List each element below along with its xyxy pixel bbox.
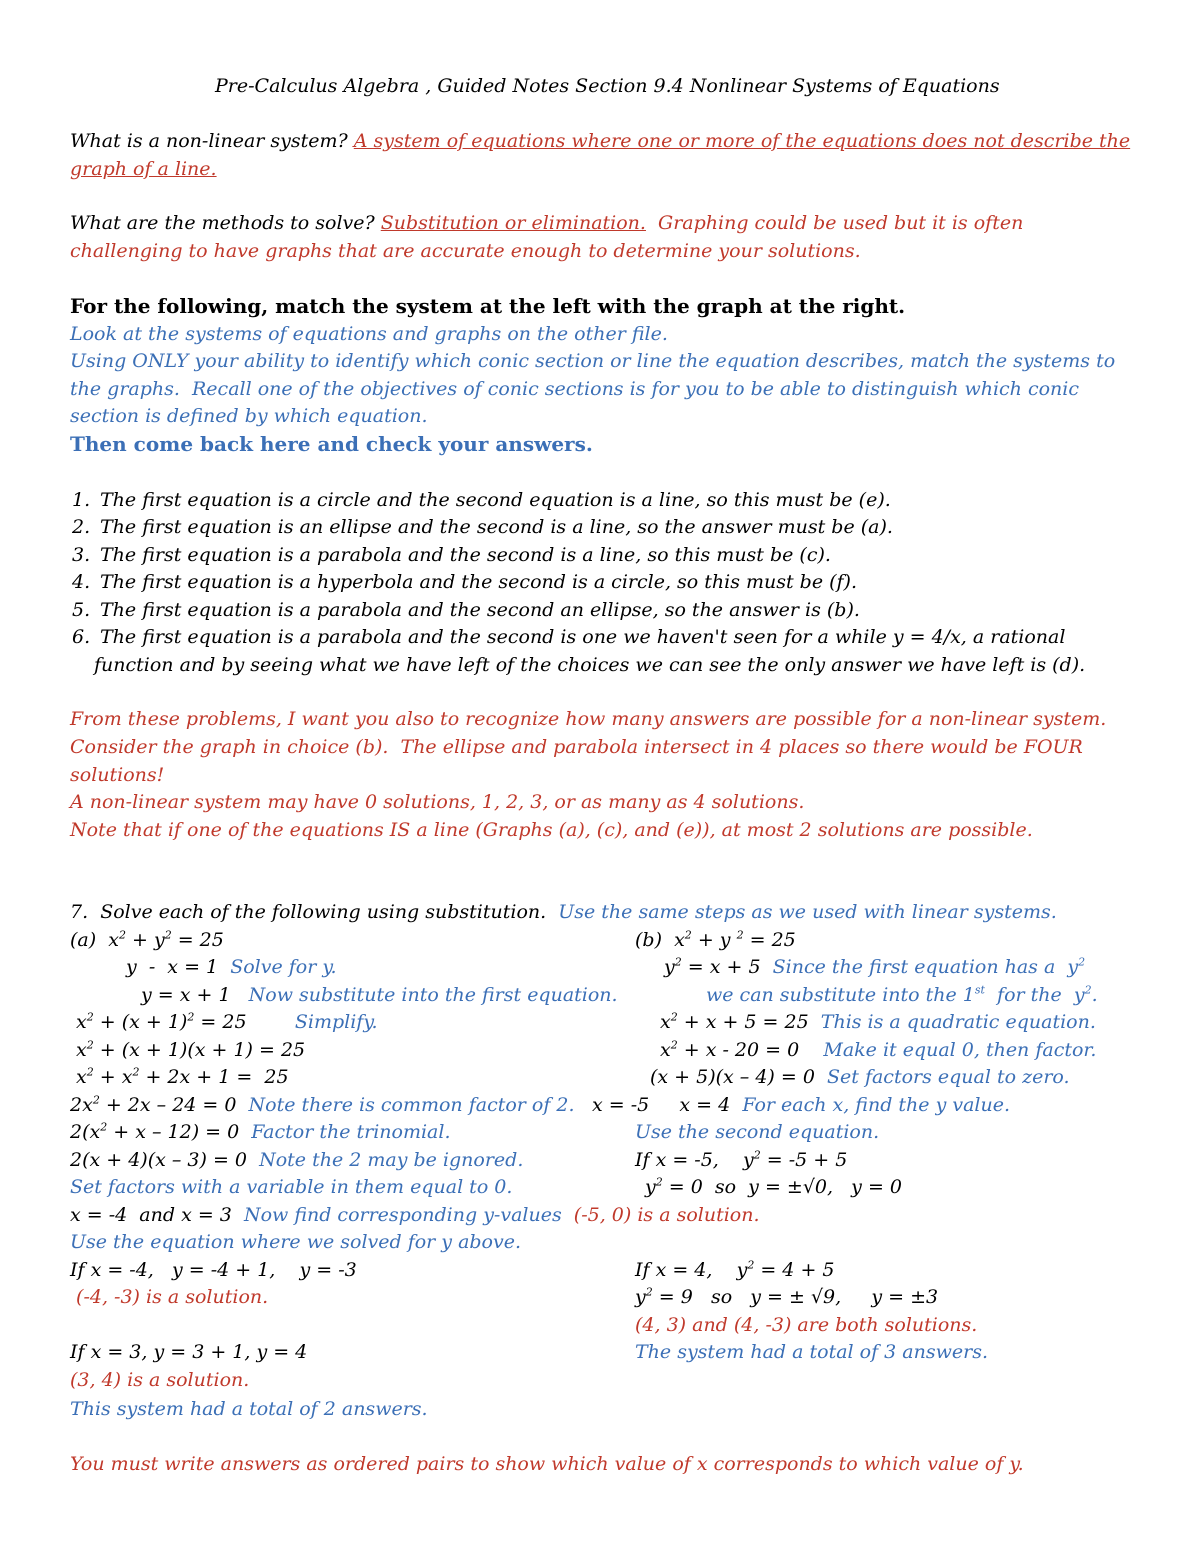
answer-text: A system of equations where one or more of the equations does not describe the xyxy=(353,130,1131,152)
answer-methods: Substitution or elimination. xyxy=(380,212,646,234)
exponent: 2 xyxy=(86,1038,94,1052)
exponent: 2 xyxy=(753,1148,761,1162)
exponent: 2 xyxy=(86,1010,94,1024)
answer-graphing-cont: challenging to have graphs that are accurate enough to determine your solutions. xyxy=(70,240,861,262)
list-number: 1. xyxy=(72,489,91,511)
note-line: A non-linear system may have 0 solutions, 1, 2, 3, or as many as 4 solutions. xyxy=(70,791,805,813)
step xyxy=(76,1038,305,1062)
note-line: From these problems, I want you also to recognize how many answers are possible for a non-linear system. xyxy=(70,708,1107,730)
step-note: Use the equation where we solved for y above. xyxy=(70,1231,522,1253)
question-text: What are the methods to solve? xyxy=(70,212,381,234)
exponent: 2 xyxy=(132,1065,140,1079)
eq-text: = 9 so y = ± √9, y = ±3 xyxy=(652,1286,939,1308)
step-note: Since the first equation has a y xyxy=(772,956,1079,978)
matching-line: Using ONLY your ability to identify which conic section or line the equation describes, match the systems to xyxy=(70,350,1116,372)
step-note: Use the second equation. xyxy=(635,1121,880,1143)
eq-text: x xyxy=(76,1011,87,1033)
list-item-text: The first equation is a circle and the second equation is a line, so this must be (e). xyxy=(100,489,891,511)
step xyxy=(70,1148,523,1172)
list-item-text: The first equation is a hyperbola and the second is a circle, so this must be (f). xyxy=(100,571,858,593)
summary-note: This system had a total of 2 answers. xyxy=(70,1398,428,1420)
ordinal: st xyxy=(974,983,985,997)
eq-text: 2(x + 4)(x – 3) = 0 xyxy=(70,1149,260,1171)
matching-check: Then come back here and check your answers. xyxy=(70,432,593,456)
exponent: 2 xyxy=(1084,983,1092,997)
eq-text: If x = 4, y xyxy=(635,1259,748,1281)
step-note: Solve for y. xyxy=(230,956,337,978)
list-item-text: The first equation is a parabola and the second is one we haven't seen for a while y = 4/x, a rational xyxy=(100,626,1066,648)
step-note xyxy=(706,983,1098,1007)
exponent: 2 xyxy=(164,928,172,942)
solution-note: (-5, 0) is a solution. xyxy=(561,1204,760,1226)
eq-text: + 2x – 24 = 0 xyxy=(99,1094,249,1116)
note-line: Consider the graph in choice (b). The ellipse and parabola intersect in 4 places so there would be FOUR xyxy=(70,736,1083,758)
step xyxy=(76,1010,378,1034)
step-note: Factor the trinomial. xyxy=(251,1121,451,1143)
step xyxy=(126,955,337,979)
list-number: 6. xyxy=(72,626,91,648)
step xyxy=(650,1065,1070,1089)
answer-graphing: Graphing could be used but it is often xyxy=(645,212,1024,234)
solution-note: (-4, -3) is a solution. xyxy=(70,1286,269,1308)
matching-line: the graphs. Recall one of the objectives of conic sections is for you to be able to distinguish which conic xyxy=(70,378,1079,400)
step-note: Note there is common factor of 2. xyxy=(248,1094,575,1116)
problem-hint: Use the same steps as we used with linear systems. xyxy=(558,901,1057,923)
eq-text: y = x + 1 xyxy=(141,984,249,1006)
step-note-text: we can substitute into the 1 xyxy=(706,984,975,1006)
list-number: 4. xyxy=(72,571,91,593)
eq-text: y xyxy=(645,1176,656,1198)
eq-text: + x xyxy=(93,1066,133,1088)
step-note: Simplify. xyxy=(294,1011,378,1033)
eq-text: y - x = 1 xyxy=(126,956,231,978)
page-title: Pre-Calculus Algebra , Guided Notes Section 9.4 Nonlinear Systems of Equations xyxy=(215,75,1000,97)
eq-text: = 4 + 5 xyxy=(754,1259,835,1281)
step xyxy=(635,1258,835,1282)
step xyxy=(76,1065,289,1089)
eq-text: x xyxy=(76,1039,87,1061)
solution-note: (4, 3) and (4, -3) are both solutions. xyxy=(635,1314,978,1336)
problem-instruction: 7. Solve each of the following using substitution. xyxy=(70,901,559,923)
note-line: solutions! xyxy=(70,764,165,786)
exponent: 2 xyxy=(100,1120,108,1134)
exponent: 2 xyxy=(86,1065,94,1079)
list-item-text: The first equation is a parabola and the second is a line, so this must be (c). xyxy=(100,544,831,566)
eq-text: x xyxy=(76,1066,87,1088)
eq-text: x = -4 and x = 3 xyxy=(70,1204,244,1226)
eq-text: 2x xyxy=(70,1094,93,1116)
eq-text: (a) x xyxy=(70,929,119,951)
eq-text: x xyxy=(660,1011,671,1033)
eq-text: x = -5 x = 4 xyxy=(592,1094,743,1116)
step-note-text: . xyxy=(1091,984,1098,1006)
step-note: Now substitute into the first equation. xyxy=(248,984,618,1006)
step xyxy=(660,1010,1096,1034)
eq-text: 2(x xyxy=(70,1121,101,1143)
note-line: Note that if one of the equations IS a line (Graphs (a), (c), and (e)), at most 2 solutions are possible. xyxy=(70,819,1033,841)
exponent: 2 xyxy=(92,1093,100,1107)
eq-text: = 0 so y = ±√0, y = 0 xyxy=(662,1176,902,1198)
eq-text: + x – 12) = 0 xyxy=(107,1121,252,1143)
eq-text: (x + 5)(x – 4) = 0 xyxy=(650,1066,828,1088)
step-note: For each x, find the y value. xyxy=(742,1094,1011,1116)
list-number: 2. xyxy=(72,516,91,538)
exponent: 2 xyxy=(1078,955,1086,969)
matching-line: section is defined by which equation. xyxy=(70,405,428,427)
eq-text: x xyxy=(660,1039,671,1061)
list-number: 5. xyxy=(72,599,91,621)
matching-heading: For the following, match the system at the left with the graph at the right. xyxy=(70,294,906,318)
question-nonlinear xyxy=(70,129,1130,153)
exponent: 2 xyxy=(670,1010,678,1024)
step: If x = 3, y = 3 + 1, y = 4 xyxy=(70,1341,308,1363)
question-text: What is a non-linear system? xyxy=(70,130,354,152)
eq-text: y xyxy=(635,1286,646,1308)
step-note: This is a quadratic equation. xyxy=(820,1011,1096,1033)
eq-text: + y xyxy=(125,929,165,951)
answer-text-cont: graph of a line. xyxy=(70,158,217,180)
exponent: 2 xyxy=(645,1285,653,1299)
exponent: 2 xyxy=(736,928,744,942)
step xyxy=(645,1175,902,1199)
list-item-text: The first equation is an ellipse and the second is a line, so the answer must be (a). xyxy=(100,516,893,538)
eq-text: + (x + 1) xyxy=(93,1011,188,1033)
eq-text: (b) x xyxy=(635,929,685,951)
step xyxy=(660,1038,1096,1062)
exponent: 2 xyxy=(684,928,692,942)
matching-line: Look at the systems of equations and graphs on the other file. xyxy=(70,323,668,345)
eq-text: + 2x + 1 = 25 xyxy=(139,1066,289,1088)
step xyxy=(70,1203,760,1227)
footer-note: You must write answers as ordered pairs to show which value of x corresponds to which value of y. xyxy=(70,1453,1024,1475)
summary-note: The system had a total of 3 answers. xyxy=(635,1341,988,1363)
exponent: 2 xyxy=(670,1038,678,1052)
step-note: Set factors with a variable in them equal to 0. xyxy=(70,1176,513,1198)
step xyxy=(70,1093,575,1117)
exponent: 2 xyxy=(187,1010,195,1024)
solution-note: (3, 4) is a solution. xyxy=(70,1369,250,1391)
eq-text: + (x + 1)(x + 1) = 25 xyxy=(93,1039,306,1061)
exponent: 2 xyxy=(674,955,682,969)
exponent: 2 xyxy=(655,1175,663,1189)
step xyxy=(141,983,618,1007)
list-number: 3. xyxy=(72,544,91,566)
step xyxy=(70,1120,451,1144)
eq-text: y xyxy=(664,956,675,978)
step-note: Set factors equal to zero. xyxy=(827,1066,1070,1088)
eq-text: = 25 xyxy=(743,929,796,951)
step xyxy=(664,955,1085,979)
step xyxy=(592,1093,1010,1117)
list-item-text: The first equation is a parabola and the second an ellipse, so the answer is (b). xyxy=(100,599,860,621)
step xyxy=(635,1285,938,1309)
eq-text: + y xyxy=(691,929,737,951)
eq-text: = 25 xyxy=(194,1011,295,1033)
eq-text: + x + 5 = 25 xyxy=(677,1011,821,1033)
step-note-text: for the y xyxy=(984,984,1085,1006)
step: If x = -4, y = -4 + 1, y = -3 xyxy=(70,1259,357,1281)
system-a-eq1 xyxy=(70,928,224,952)
problem-7-header xyxy=(70,900,1057,924)
eq-text: If x = -5, y xyxy=(635,1149,754,1171)
eq-text: + x - 20 = 0 xyxy=(677,1039,824,1061)
step-note: Now find corresponding y-values xyxy=(243,1204,562,1226)
step-note: Make it equal 0, then factor. xyxy=(823,1039,1097,1061)
eq-text: = x + 5 xyxy=(681,956,773,978)
step-note: Note the 2 may be ignored. xyxy=(259,1149,524,1171)
eq-text: = -5 + 5 xyxy=(760,1149,848,1171)
exponent: 2 xyxy=(118,928,126,942)
question-methods xyxy=(70,211,1023,235)
eq-text: = 25 xyxy=(171,929,224,951)
system-b-eq1 xyxy=(635,928,796,952)
exponent: 2 xyxy=(747,1258,755,1272)
list-item xyxy=(72,488,90,512)
list-item-text-cont: function and by seeing what we have left of the choices we can see the only answer we have left is (d). xyxy=(94,654,1086,676)
step xyxy=(635,1148,847,1172)
